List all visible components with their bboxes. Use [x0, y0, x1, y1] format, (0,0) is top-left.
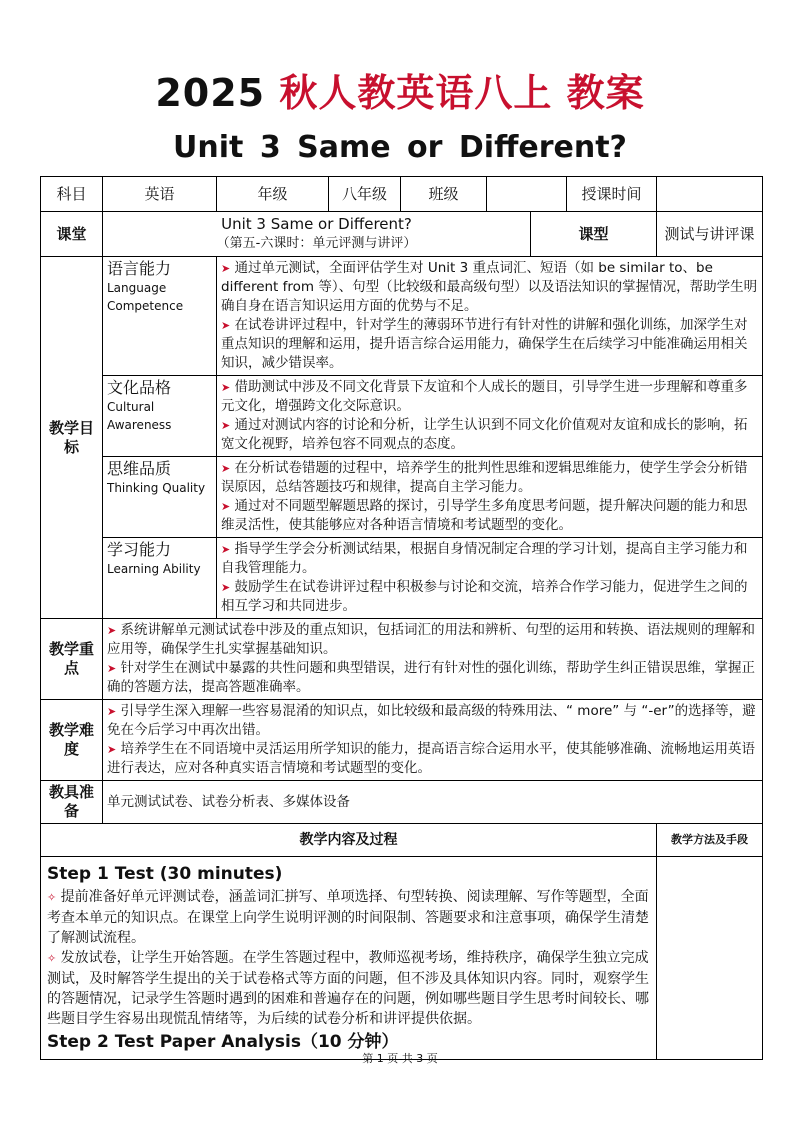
arrow-icon: ➤ [221, 319, 231, 332]
class-label: 班级 [401, 177, 487, 212]
process-content [41, 857, 657, 1060]
list-item: ➤ 在试卷讲评过程中，针对学生的薄弱环节进行有针对性的讲解和强化训练，加深学生对重点知识的理解和运用，提升语言综合运用能力，确保学生在后续学习中能准确运用相关知识，减少错误率。 [221, 317, 748, 371]
list-item: ➤ 在分析试卷错题的过程中，培养学生的批判性思维和逻辑思维能力，使学生学会分析错误原因，总结答题技巧和规律，提高自主学习能力。 [221, 460, 748, 495]
list-item: ➤ 指导学生学会分析测试结果，根据自身情况制定合理的学习计划，提高自主学习能力和自我管理能力。 [221, 541, 748, 576]
info-row [41, 177, 763, 212]
objective-points [217, 376, 763, 457]
grade-value: 八年级 [329, 177, 401, 212]
method-content [657, 857, 763, 1060]
title-year: 2025 [155, 71, 266, 115]
difficulties-content [103, 700, 763, 781]
step-1-title: Step 1 Test (30 minutes) [47, 864, 283, 884]
list-item: ➤ 鼓励学生在试卷讲评过程中积极参与讨论和交流，培养合作学习能力，促进学生之间的相互学习和共同进步。 [221, 579, 748, 614]
objectives-label: 教学目标 [41, 257, 103, 619]
arrow-icon: ➤ [107, 743, 117, 756]
lesson-subtitle: （第五-六课时：单元评测与讲评） [216, 236, 417, 251]
lesson-plan-table [40, 176, 763, 1060]
process-row [41, 857, 763, 1060]
page-footer: 第 1 页 共 3 页 [362, 1052, 438, 1065]
lesson-row [41, 212, 763, 257]
arrow-icon: ➤ [221, 462, 231, 475]
list-item: ➤ 针对学生在测试中暴露的共性问题和典型错误，进行有针对性的强化训练，帮助学生纠正错误思维，掌握正确的答题方法，提高答题准确率。 [107, 660, 756, 695]
key-points-content [103, 619, 763, 700]
key-points-label: 教学重点 [41, 619, 103, 700]
materials-row [41, 781, 763, 824]
list-item: ➤ 通过单元测试，全面评估学生对 Unit 3 重点词汇、短语（如 be similar to、be different from 等）、句型（比较级和最高级句型）以及语法知识的掌握情况，帮助学生明确自身在语言知识运用方面的优势与不足。 [221, 260, 758, 314]
step-2-title: Step 2 Test Paper Analysis（10 分钟） [47, 1032, 399, 1052]
time-value [657, 177, 763, 212]
arrow-icon: ➤ [107, 705, 117, 718]
lesson-label: 课堂 [41, 212, 103, 257]
title-red: 秋人教英语八上 [279, 71, 553, 115]
key-points-row [41, 619, 763, 700]
title-black: 教案 [566, 71, 645, 115]
objective-row-2 [41, 376, 763, 457]
objective-points [217, 538, 763, 619]
type-value: 测试与讲评课 [657, 212, 763, 257]
objective-row-3 [41, 457, 763, 538]
list-item: ➤ 引导学生深入理解一些容易混淆的知识点，如比较级和最高级的特殊用法、“ more” 与 “-er”的选择等，避免在今后学习中再次出错。 [107, 703, 756, 738]
process-header-row [41, 824, 763, 857]
grade-label: 年级 [217, 177, 329, 212]
objective-points [217, 457, 763, 538]
list-item: ➤ 培养学生在不同语境中灵活运用所学知识的能力，提高语言综合运用水平，使其能够准确、流畅地运用英语进行表达，应对各种真实语言情境和考试题型的变化。 [107, 741, 756, 776]
materials-label: 教具准备 [41, 781, 103, 824]
arrow-icon: ➤ [107, 662, 117, 675]
arrow-icon: ➤ [221, 581, 231, 594]
objective-row-4 [41, 538, 763, 619]
objective-category: 思维品质 Thinking Quality [103, 457, 217, 538]
objective-row-1 [41, 257, 763, 376]
objective-category: 语言能力 Language Competence [103, 257, 217, 376]
list-item: ➤ 通过对测试内容的讨论和分析，让学生认识到不同文化价值观对友谊和成长的影响，拓宽文化视野，培养包容不同观点的态度。 [221, 417, 748, 452]
subject-label: 科目 [41, 177, 103, 212]
document-title [0, 62, 800, 117]
arrow-icon: ➤ [221, 381, 231, 394]
list-item: ➤ 通过对不同题型解题思路的探讨，引导学生多角度思考问题，提升解决问题的能力和思维灵活性，使其能够应对各种语言情境和考试题型的变化。 [221, 498, 748, 533]
arrow-icon: ➤ [107, 624, 117, 637]
method-header: 教学方法及手段 [657, 824, 763, 857]
arrow-icon: ➤ [221, 543, 231, 556]
arrow-icon: ➤ [221, 419, 231, 432]
list-item: ➤ 借助测试中涉及不同文化背景下友谊和个人成长的题目，引导学生进一步理解和尊重多元文化，增强跨文化交际意识。 [221, 379, 748, 414]
objective-category: 学习能力 Learning Ability [103, 538, 217, 619]
unit-subtitle: Unit 3 Same or Different? [173, 130, 627, 165]
difficulties-label: 教学难度 [41, 700, 103, 781]
lesson-title-cell [103, 212, 531, 257]
diamond-icon: ✧ [47, 891, 57, 904]
arrow-icon: ➤ [221, 500, 231, 513]
list-item: ➤ 系统讲解单元测试试卷中涉及的重点知识，包括词汇的用法和辨析、句型的运用和转换、语法规则的理解和应用等，确保学生扎实掌握基础知识。 [107, 622, 756, 657]
materials-value: 单元测试试卷、试卷分析表、多媒体设备 [103, 781, 763, 824]
type-label: 课型 [531, 212, 657, 257]
objective-category: 文化品格 Cultural Awareness [103, 376, 217, 457]
process-header: 教学内容及过程 [41, 824, 657, 857]
list-item: ✧ 提前准备好单元评测试卷，涵盖词汇拼写、单项选择、句型转换、阅读理解、写作等题型，全面考查本单元的知识点。在课堂上向学生说明评测的时间限制、答题要求和注意事项，确保学生清楚了解测试流程。 [47, 889, 649, 946]
class-value [487, 177, 567, 212]
difficulties-row [41, 700, 763, 781]
time-label: 授课时间 [567, 177, 657, 212]
arrow-icon: ➤ [221, 262, 231, 275]
subject-value: 英语 [103, 177, 217, 212]
objective-points [217, 257, 763, 376]
list-item: ✧ 发放试卷，让学生开始答题。在学生答题过程中，教师巡视考场，维持秩序，确保学生独立完成测试，及时解答学生提出的关于试卷格式等方面的问题，但不涉及具体知识内容。同时，观察学生的答题情况，记录学生答题时遇到的困难和普遍存在的问题，例如哪些题目学生思考时间较长、哪些题目学生容易出现慌乱情绪等，为后续的试卷分析和讲评提供依据。 [47, 950, 649, 1027]
diamond-icon: ✧ [47, 952, 57, 965]
lesson-title: Unit 3 Same or Different? [221, 215, 412, 233]
